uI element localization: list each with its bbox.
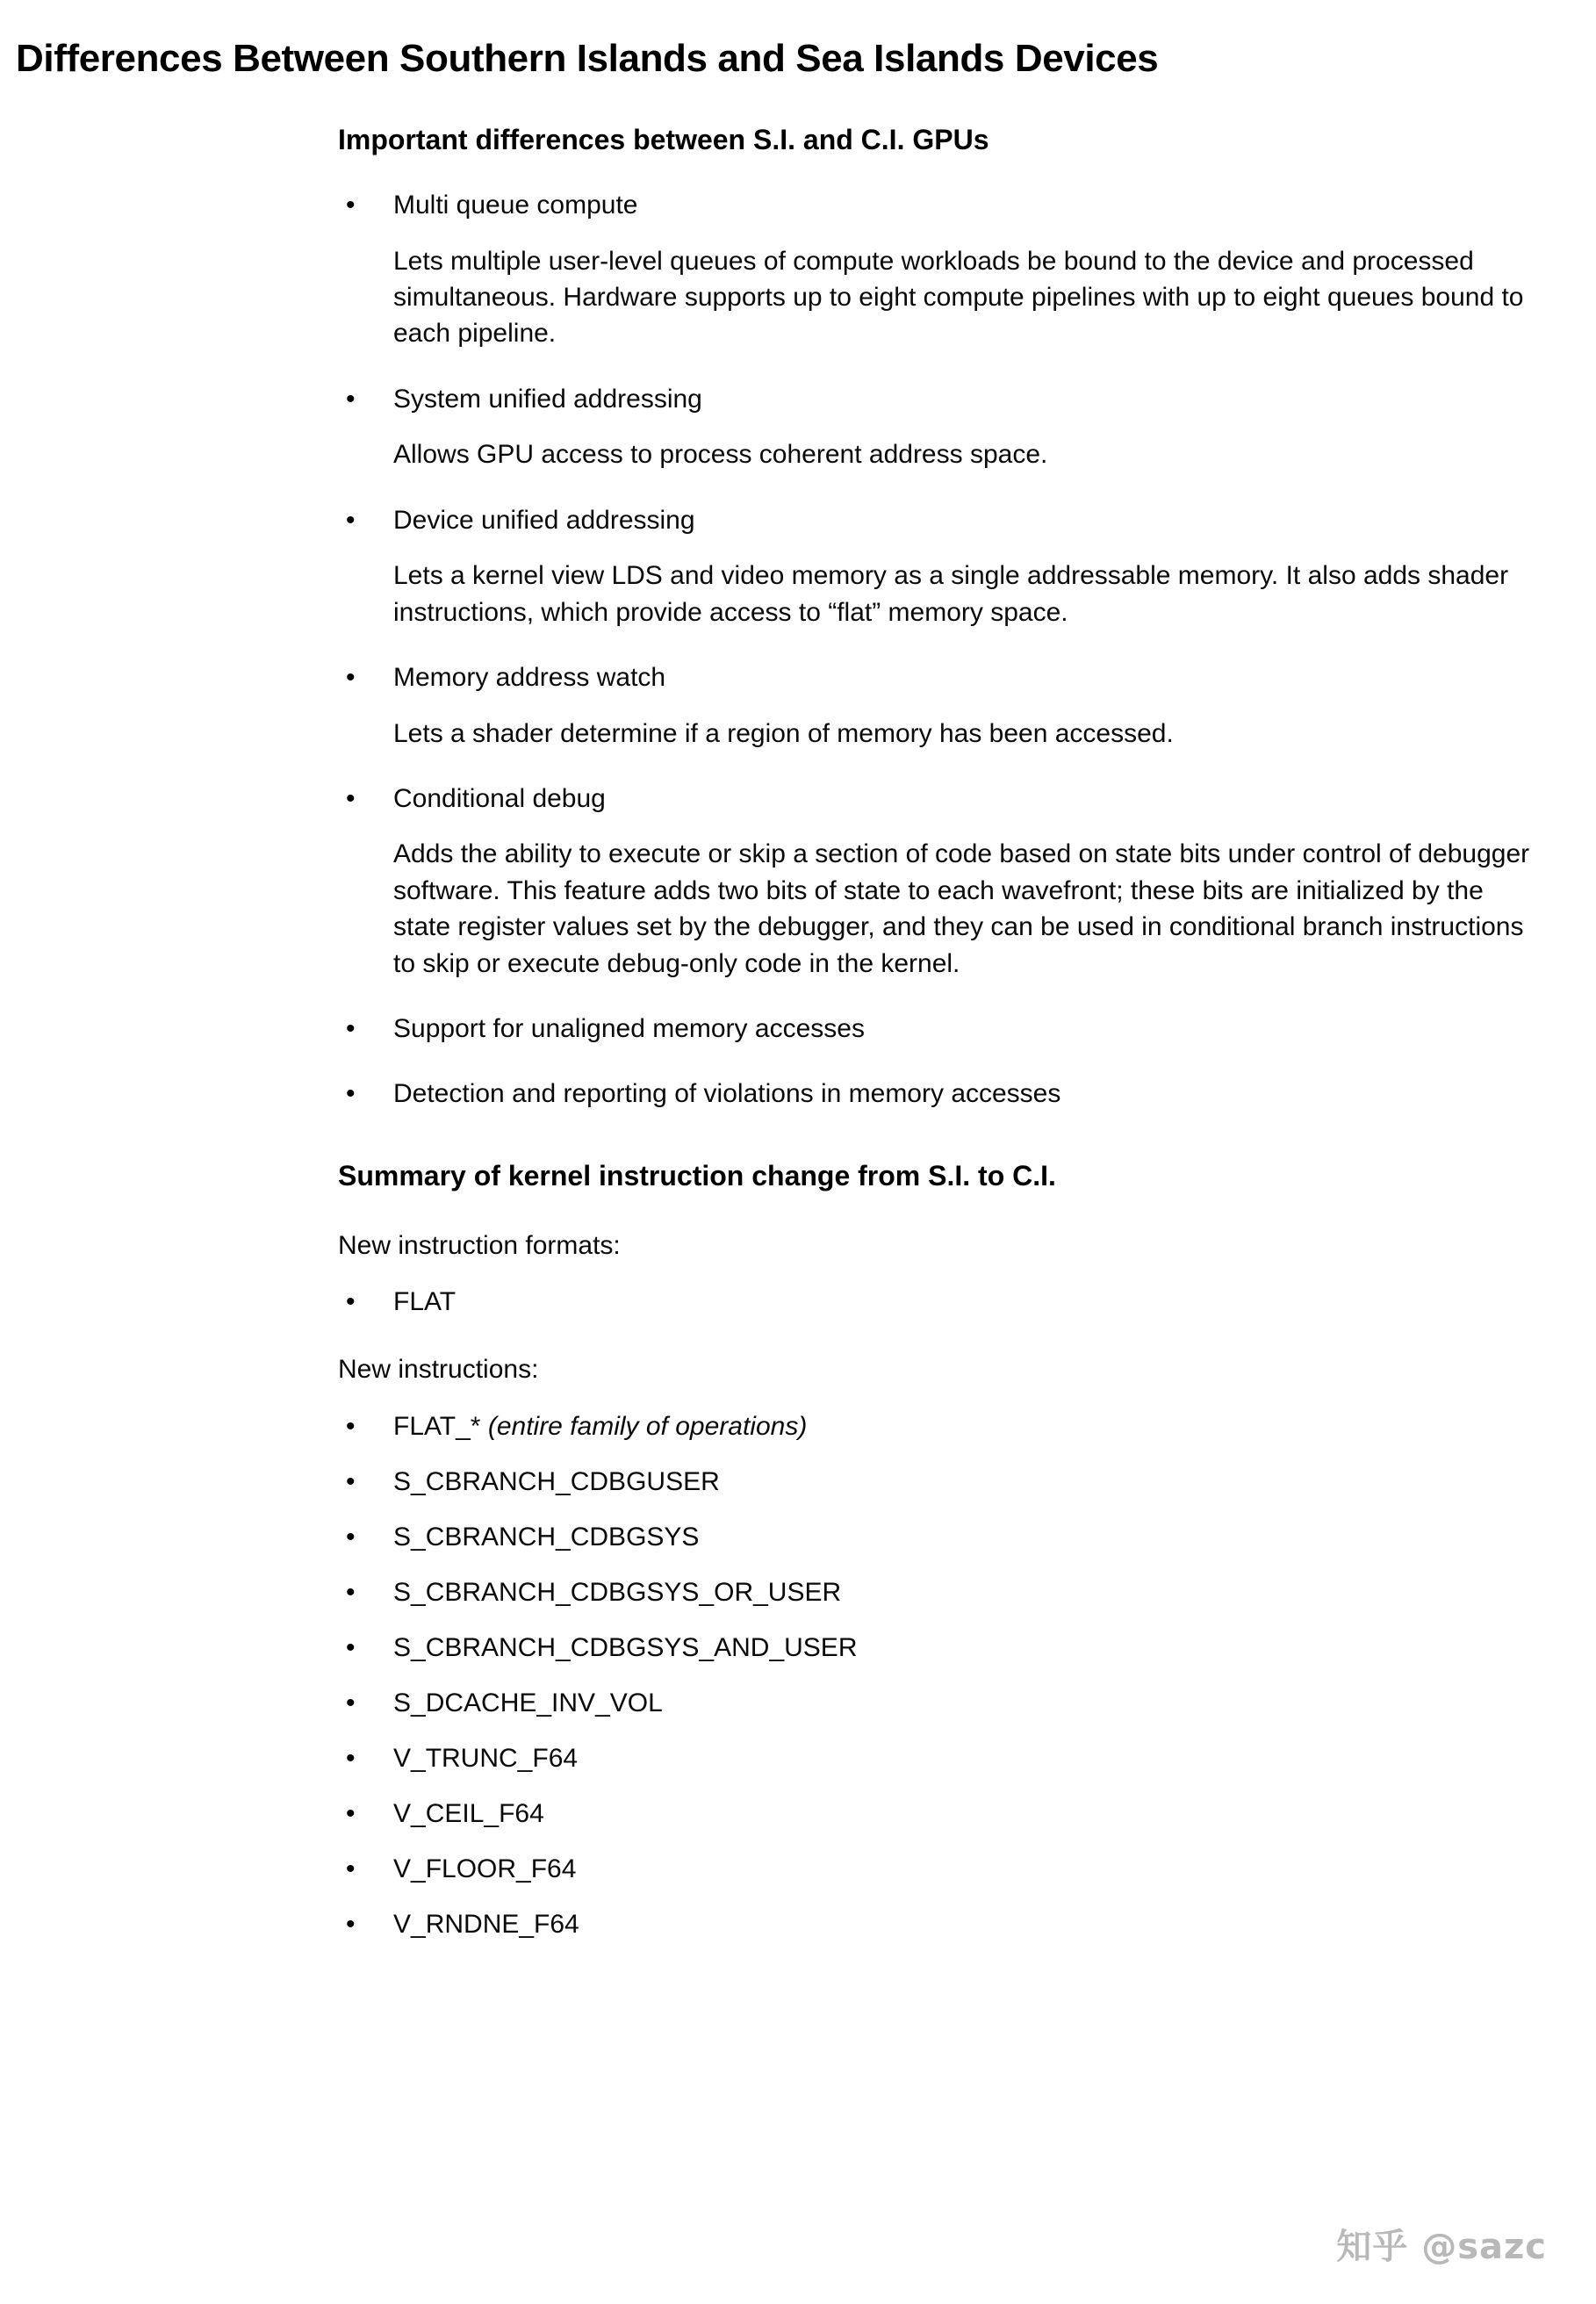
page-title: Differences Between Southern Islands and Sea Islands Devices (16, 37, 1159, 80)
bullet-icon: • (346, 1909, 356, 1939)
feature-body: Allows GPU access to process coherent address space. (393, 440, 1048, 470)
bullet-icon: • (346, 1577, 356, 1607)
list-item (325, 660, 1548, 752)
list-item (325, 1076, 1548, 1112)
bullet-icon: • (346, 1411, 356, 1441)
feature-title: Support for unaligned memory accesses (393, 1013, 865, 1043)
instruction-name: V_TRUNC_F64 (393, 1743, 579, 1773)
new-instruction-formats-list (325, 1285, 1548, 1319)
list-item (325, 1465, 1548, 1499)
bullet-icon: • (346, 1688, 356, 1717)
bullet-icon: • (346, 1798, 356, 1828)
instruction-name: S_CBRANCH_CDBGUSER (393, 1466, 720, 1496)
list-item (325, 1520, 1548, 1554)
list-item (325, 188, 1548, 352)
bullet-icon: • (346, 1079, 356, 1109)
feature-body: Lets a kernel view LDS and video memory as a single addressable memory. It also adds shader instructions, which provide access to “flat” memory space. (393, 561, 1509, 627)
bullet-icon: • (346, 505, 356, 535)
instruction-name: S_DCACHE_INV_VOL (393, 1688, 663, 1717)
list-item (325, 1012, 1548, 1048)
instruction-name: S_CBRANCH_CDBGSYS_AND_USER (393, 1632, 858, 1662)
list-item (325, 1285, 1548, 1319)
new-instructions-label: New instructions: (338, 1355, 539, 1385)
bullet-icon: • (346, 191, 356, 220)
bullet-icon: • (346, 1632, 356, 1662)
list-item (325, 781, 1548, 982)
list-item (325, 1686, 1548, 1720)
feature-title: Detection and reporting of violations in memory accesses (393, 1079, 1061, 1109)
feature-title: Multi queue compute (393, 191, 638, 220)
new-instructions-list (325, 1409, 1548, 1941)
section-heading-instruction-summary: Summary of kernel instruction change from S.I. to C.I. (338, 1159, 1056, 1192)
instruction-name: V_CEIL_F64 (393, 1798, 544, 1828)
bullet-icon: • (346, 384, 356, 414)
instruction-name: V_FLOOR_F64 (393, 1854, 577, 1883)
new-instruction-formats-label: New instruction formats: (338, 1230, 621, 1260)
list-item (325, 1741, 1548, 1775)
bullet-icon: • (346, 663, 356, 693)
instruction-format-name: FLAT (393, 1287, 457, 1317)
feature-title: Memory address watch (393, 663, 666, 693)
feature-list (325, 188, 1548, 1112)
section-heading-important-differences: Important differences between S.I. and C.I. GPUs (338, 123, 989, 155)
list-item (325, 1852, 1548, 1886)
bullet-icon: • (346, 1743, 356, 1773)
feature-body: Adds the ability to execute or skip a section of code based on state bits under control of debugger software. This feature adds two bits of state to each wavefront; these bits are initialized by the state register values set by the debugger, and they can be used in conditional branch instructions to skip or execute debug-only code in the kernel. (393, 839, 1530, 978)
bullet-icon: • (346, 783, 356, 813)
instruction-note: (entire family of operations) (487, 1411, 808, 1441)
document-body (325, 122, 1548, 1941)
feature-title: Device unified addressing (393, 505, 695, 535)
bullet-icon: • (346, 1854, 356, 1883)
list-item (325, 1409, 1548, 1444)
feature-body: Lets a shader determine if a region of memory has been accessed. (393, 718, 1174, 748)
instruction-entry (393, 1409, 1548, 1444)
bullet-icon: • (346, 1522, 356, 1552)
instruction-name: S_CBRANCH_CDBGSYS_OR_USER (393, 1577, 842, 1607)
instruction-name: FLAT_* (393, 1411, 481, 1441)
list-item (325, 503, 1548, 630)
feature-title: Conditional debug (393, 783, 606, 813)
list-item (325, 1575, 1548, 1609)
feature-body: Lets multiple user-level queues of compute workloads be bound to the device and processed simultaneous. Hardware supports up to eight compute pipelines with up to eight queues bound to each pipeline. (393, 246, 1524, 349)
feature-title: System unified addressing (393, 384, 702, 414)
list-item (325, 1907, 1548, 1941)
list-item (325, 1796, 1548, 1831)
bullet-icon: • (346, 1287, 356, 1317)
instruction-name: S_CBRANCH_CDBGSYS (393, 1522, 700, 1552)
instruction-name: V_RNDNE_F64 (393, 1909, 579, 1939)
bullet-icon: • (346, 1466, 356, 1496)
list-item (325, 1631, 1548, 1665)
bullet-icon: • (346, 1013, 356, 1043)
watermark (1336, 2219, 1547, 2269)
list-item (325, 382, 1548, 473)
watermark-text: 知乎 @sazc (1336, 2227, 1547, 2267)
